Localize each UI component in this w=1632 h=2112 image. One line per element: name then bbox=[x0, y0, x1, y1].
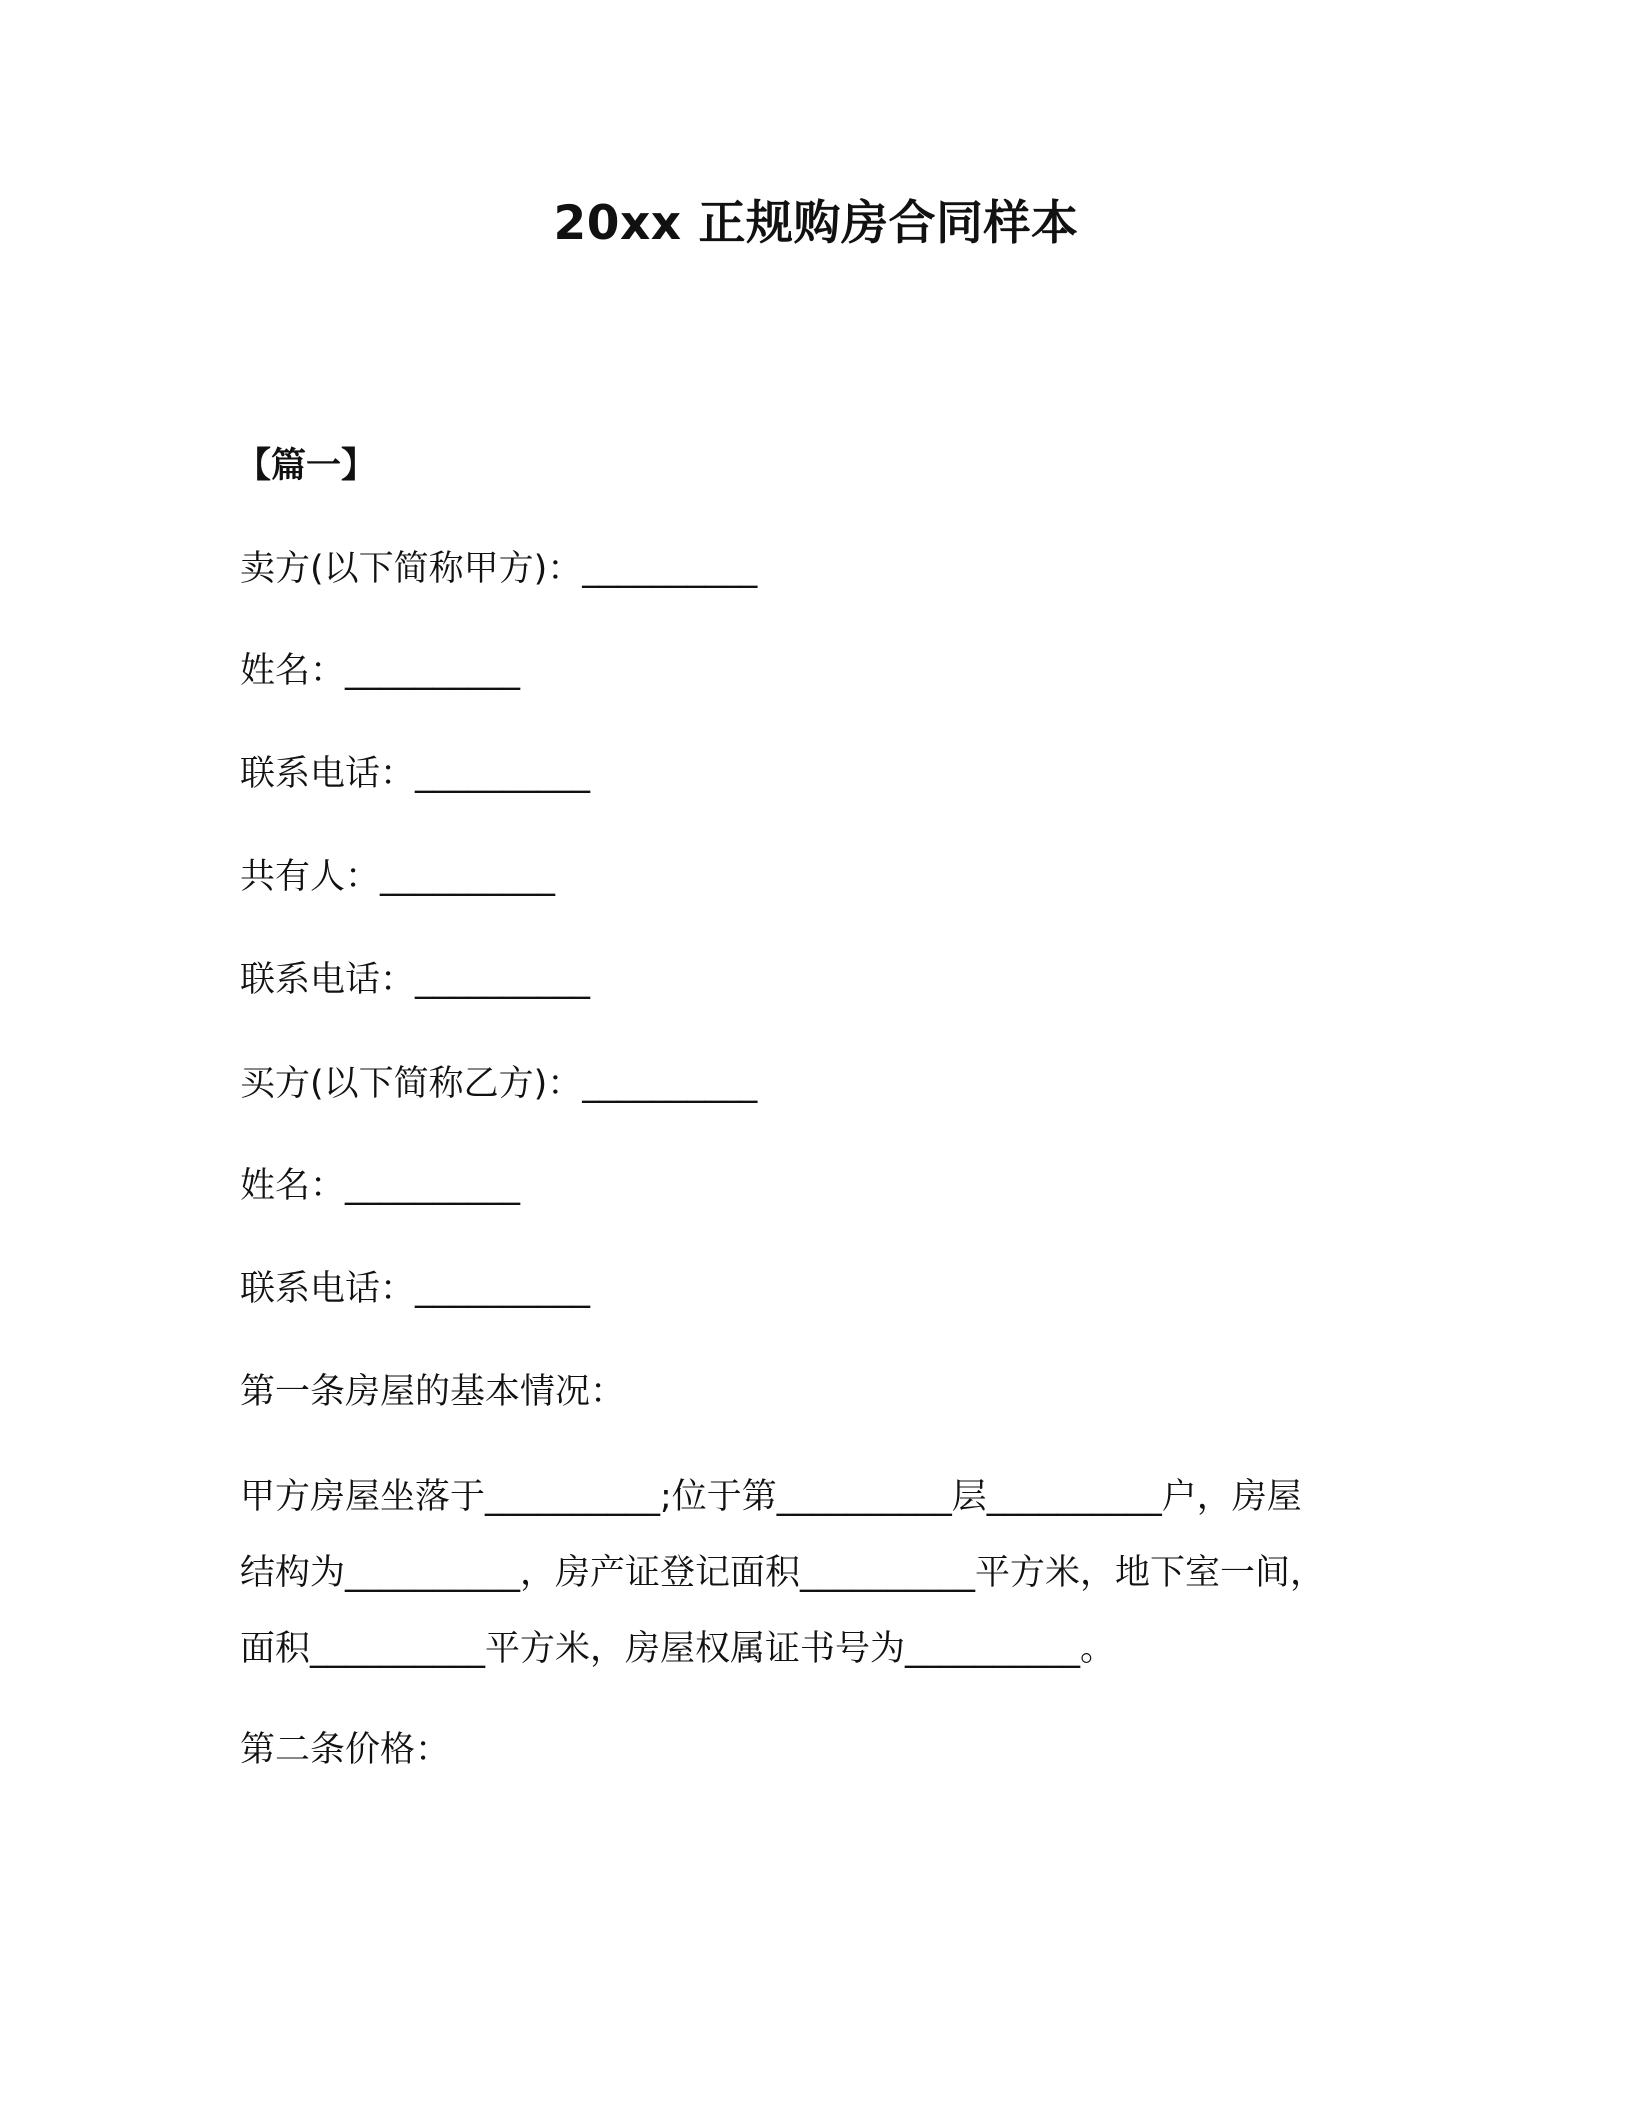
buyer-label-field: 买方(以下简称乙方)：__________ bbox=[240, 1064, 758, 1104]
article-1-line: 结构为__________，房产证登记面积__________平方米，地下室一间， bbox=[240, 1553, 1326, 1593]
article-1-paragraph bbox=[240, 1459, 1395, 1687]
article-1-line: 甲方房屋坐落于__________;位于第__________层__________户，房屋 bbox=[240, 1477, 1302, 1517]
article-2-heading: 第二条价格： bbox=[240, 1730, 451, 1770]
seller-name-field: 姓名：__________ bbox=[240, 651, 521, 691]
document-title: 20xx 正规购房合同样本 bbox=[553, 196, 1079, 251]
seller-label-field: 卖方(以下简称甲方)：__________ bbox=[240, 549, 758, 589]
article-1-line: 面积__________平方米，房屋权属证书号为__________。 bbox=[240, 1629, 1116, 1669]
buyer-phone-field: 联系电话：__________ bbox=[240, 1269, 591, 1309]
buyer-name-field: 姓名：__________ bbox=[240, 1166, 521, 1206]
co-owner-field: 共有人：__________ bbox=[240, 857, 556, 897]
co-owner-phone-field: 联系电话：__________ bbox=[240, 960, 591, 1000]
seller-phone-field: 联系电话：__________ bbox=[240, 754, 591, 794]
section-marker: 【篇一】 bbox=[236, 446, 377, 486]
article-1-heading: 第一条房屋的基本情况： bbox=[240, 1372, 626, 1412]
